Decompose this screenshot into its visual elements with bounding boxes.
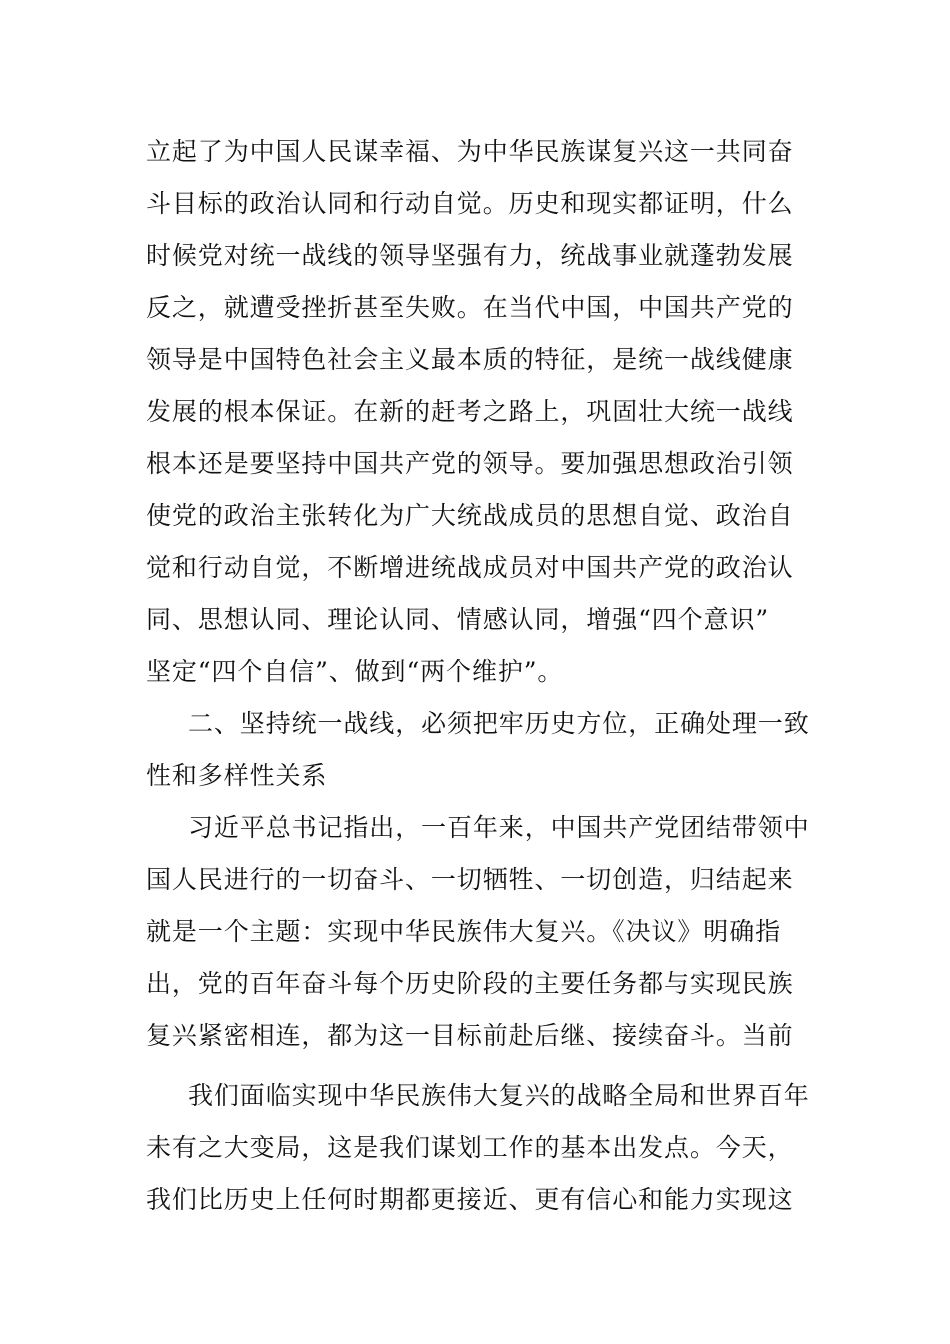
text-line: 习近平总书记指出，一百年来，中国共产党团结带领中 [188,813,810,842]
text-line: 立起了为中国人民谋幸福、为中华民族谋复兴这一共同奋 [146,137,794,166]
text-line: 复兴紧密相连，都为这一目标前赴后继、接续奋斗。当前 [146,1021,794,1050]
text-line: 发展的根本保证。在新的赶考之路上，巩固壮大统一战线 [146,397,794,426]
text-line: 觉和行动自觉，不断增进统战成员对中国共产党的政治认 [146,553,794,582]
text-line: 出，党的百年奋斗每个历史阶段的主要任务都与实现民族 [146,969,794,998]
text-line: 就是一个主题：实现中华民族伟大复兴。《决议》明确指 [146,917,782,946]
text-line: 领导是中国特色社会主义最本质的特征，是统一战线健康 [146,345,794,374]
text-line: 反之，就遭受挫折甚至失败。在当代中国，中国共产党的 [146,293,794,322]
text-line: 使党的政治主张转化为广大统战成员的思想自觉、政治自 [146,501,794,530]
section-heading-line: 性和多样性关系 [146,761,328,790]
text-line: 坚定“四个自信”、做到“两个维护”。 [146,657,564,686]
text-block-main [146,126,811,1062]
text-line: 我们面临实现中华民族伟大复兴的战略全局和世界百年 [188,1081,810,1110]
text-line: 斗目标的政治认同和行动自觉。历史和现实都证明，什么 [146,189,794,218]
text-line: 未有之大变局，这是我们谋划工作的基本出发点。今天， [146,1133,794,1162]
section-heading-line: 二、坚持统一战线，必须把牢历史方位，正确处理一致 [188,709,810,738]
text-block-continued [146,1070,811,1226]
text-line: 同、思想认同、理论认同、情感认同，增强“四个意识” [146,605,770,634]
text-line: 时候党对统一战线的领导坚强有力，统战事业就蓬勃发展 [146,241,794,270]
text-line: 国人民进行的一切奋斗、一切牺牲、一切创造，归结起来 [146,865,794,894]
text-line: 根本还是要坚持中国共产党的领导。要加强思想政治引领 [146,449,794,478]
text-line: 我们比历史上任何时期都更接近、更有信心和能力实现这 [146,1185,794,1214]
